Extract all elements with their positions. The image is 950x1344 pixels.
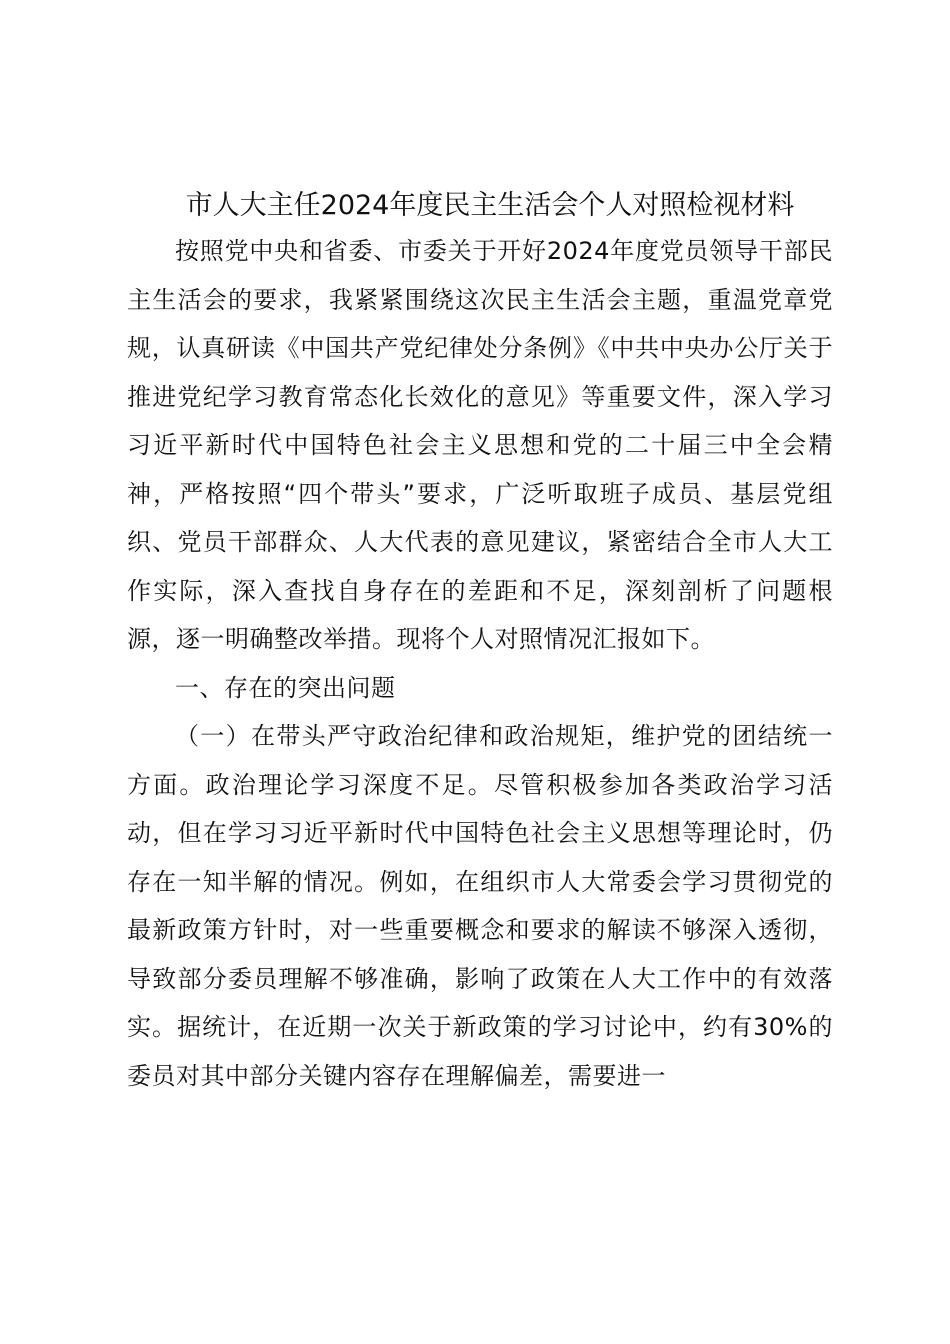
document-title: 市人大主任2024年度民主生活会个人对照检视材料	[185, 190, 795, 221]
intro-paragraph: 按照党中央和省委、市委关于开好2024年度党员领导干部民主生活会的要求，我紧紧围绕这次民主生活会主题，重温党章党规，认真研读《中国共产党纪律处分条例》《中共中央办公厅关于推进党纪学习教育常态化长效化的意见》等重要文件，深入学习习近平新时代中国特色社会主义思想和党的二十届三中全会精神，严格按照“四个带头”要求，广泛听取班子成员、基层党组织、党员干部群众、人大代表的意见建议，紧密结合全市人大工作实际，深入查找自身存在的差距和不足，深刻剖析了问题根源，逐一明确整改举措。现将个人对照情况汇报如下。	[127, 237, 833, 653]
subsection-paragraph: （一）在带头严守政治纪律和政治规矩，维护党的团结统一方面。政治理论学习深度不足。尽管积极参加各类政治学习活动，但在学习习近平新时代中国特色社会主义思想等理论时，仍存在一知半解的情况。例如，在组织市人大常委会学习贯彻党的最新政策方针时，对一些重要概念和要求的解读不够深入透彻，导致部分委员理解不够准确，影响了政策在人大工作中的有效落实。据统计，在近期一次关于新政策的学习讨论中，约有30%的委员对其中部分关键内容存在理解偏差，需要进一	[127, 722, 833, 1090]
document-body	[127, 227, 833, 1100]
section-heading: 一、存在的突出问题	[175, 673, 396, 702]
